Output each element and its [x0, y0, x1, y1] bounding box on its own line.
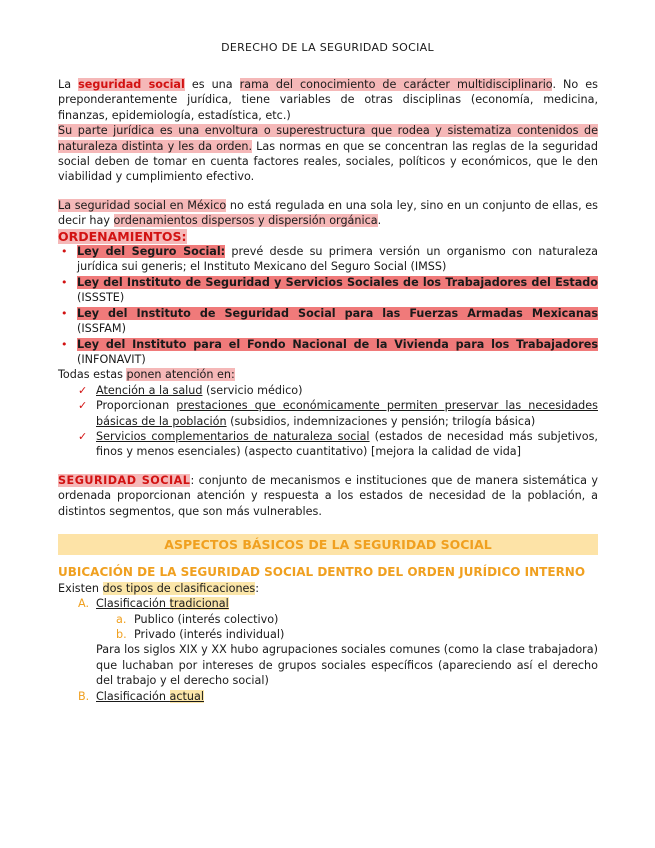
text-run: Publico (interés colectivo)	[134, 612, 279, 626]
ordenamientos-heading	[58, 229, 598, 244]
intro-paragraph-3	[58, 198, 598, 229]
clasificacion-tradicional	[58, 596, 598, 611]
highlight-rama: rama del conocimiento de carácter multidisciplinario	[239, 78, 553, 91]
sub-item-publico	[58, 612, 598, 627]
list-letter: b.	[116, 628, 127, 641]
clasificacion-actual	[58, 689, 598, 704]
text-run: (servicio médico)	[202, 383, 303, 397]
text-run: (subsidios, indemnizaciones y pensión; trilogía básica)	[226, 414, 536, 428]
definition-term: SEGURIDAD SOCIAL	[58, 473, 191, 487]
text-run: .	[377, 214, 382, 228]
text-run: Clasificación	[96, 689, 170, 703]
list-item	[76, 398, 598, 429]
check-icon: ✓	[78, 429, 88, 443]
intro-paragraph-2	[58, 123, 598, 185]
intro-paragraph-1	[58, 77, 598, 123]
atencion-lead	[58, 367, 598, 382]
bullet-icon: •	[61, 275, 68, 289]
law-name: Ley del Instituto de Seguridad Social para las Fuerzas Armadas Mexicanas	[77, 306, 598, 320]
law-name: Ley del Instituto de Seguridad y Servicios Sociales de los Trabajadores del Estado	[77, 275, 598, 289]
bullet-icon: •	[61, 337, 68, 351]
highlight-ordenamientos-dispersos: ordenamientos dispersos y dispersión orgánica	[113, 214, 378, 228]
highlight-ponen-atencion: ponen atención en:	[126, 368, 235, 382]
text-run: no está regulada en una sola ley, sino en un conjunto de ellas, es decir hay	[58, 198, 598, 228]
text-run: La	[58, 78, 79, 91]
list-item	[58, 306, 598, 337]
list-letter: A.	[78, 597, 90, 611]
text-run: es una	[184, 78, 240, 91]
text-run: Todas estas	[58, 368, 127, 382]
definicion-paragraph	[58, 473, 598, 519]
highlight-actual: actual	[169, 689, 204, 703]
underlined-term: prestaciones que económicamente permiten preservar las necesidades básicas de la población	[96, 399, 598, 428]
text-run: Las normas en que se concentran las reglas de la seguridad social deben de tomar en cuenta factores reales, sociales, políticos y económicos, que le den viabilidad y cumplimiento efectivo.	[58, 139, 598, 184]
underlined-term: Servicios complementarios de naturaleza social	[96, 429, 370, 443]
law-description: (INFONAVIT)	[77, 352, 146, 366]
document-body	[58, 77, 598, 704]
highlight-dos-tipos: dos tipos de clasificaciones	[102, 581, 256, 595]
law-name: Ley del Seguro Social:	[77, 245, 226, 259]
text-run: Proporcionan	[96, 399, 177, 413]
atencion-list	[58, 383, 598, 460]
check-icon: ✓	[78, 383, 88, 397]
list-item	[76, 429, 598, 460]
list-letter: B.	[78, 689, 90, 703]
bullet-icon: •	[61, 306, 68, 320]
law-name: Ley del Instituto para el Fondo Nacional de la Vivienda para los Trabajadores	[77, 337, 598, 351]
text-run: Existen	[58, 581, 103, 595]
clasificacion-note: Para los siglos XIX y XX hubo agrupaciones sociales comunes (como la clase trabajadora) que luchaban por intereses de grupos sociales específicos (apareciendo así el derecho del trabajo y el derecho social)	[96, 643, 598, 688]
law-description: (ISSFAM)	[77, 322, 126, 336]
section-subheading: UBICACIÓN DE LA SEGURIDAD SOCIAL DENTRO DEL ORDEN JURÍDICO INTERNO	[58, 565, 586, 580]
highlight-tradicional: tradicional	[169, 597, 229, 611]
text-run: :	[255, 581, 260, 595]
page-header: DERECHO DE LA SEGURIDAD SOCIAL	[221, 41, 434, 54]
list-item	[58, 275, 598, 306]
highlight-parte-juridica: Su parte jurídica es una envoltura o superestructura que rodea y sistematiza contenidos de naturaleza distinta y les da orden.	[58, 124, 598, 153]
sub-item-privado	[58, 627, 598, 642]
definition-text: : conjunto de mecanismos e instituciones que de manera sistemática y ordenada proporcionan atención y respuesta a los estados de necesidad de la población, a distintos segmentos, que son más vulnerables.	[58, 473, 598, 518]
text-run: Clasificación	[96, 597, 170, 611]
list-item	[58, 244, 598, 275]
highlight-mexico: La seguridad social en México	[58, 198, 227, 212]
term-seguridad-social: seguridad social	[78, 78, 185, 91]
ordenamientos-title: ORDENAMIENTOS:	[58, 228, 187, 244]
list-item	[58, 337, 598, 368]
law-description: prevé desde su primera versión un organismo con naturaleza jurídica sui generis; el Instituto Mexicano del Seguro Social (IMSS)	[77, 245, 598, 274]
list-item	[76, 383, 598, 398]
text-run: (estados de necesidad más subjetivos, finos y menos esenciales) (aspecto cuantitativo) [mejora la calidad de vida]	[96, 429, 598, 459]
underlined-term: Atención a la salud	[96, 383, 203, 397]
check-icon: ✓	[78, 399, 88, 413]
text-run: . No es preponderantemente jurídica, tiene variables de otras disciplinas (economía, medicina, finanzas, epidemiología, estadística, etc.)	[58, 78, 598, 122]
ordenamientos-list	[58, 244, 598, 367]
list-letter: a.	[116, 612, 127, 626]
law-description: (ISSSTE)	[77, 291, 125, 305]
section-band: ASPECTOS BÁSICOS DE LA SEGURIDAD SOCIAL	[58, 534, 598, 555]
text-run: Privado (interés individual)	[134, 628, 285, 641]
clasificaciones-lead	[58, 581, 598, 596]
bullet-icon: •	[61, 245, 68, 259]
